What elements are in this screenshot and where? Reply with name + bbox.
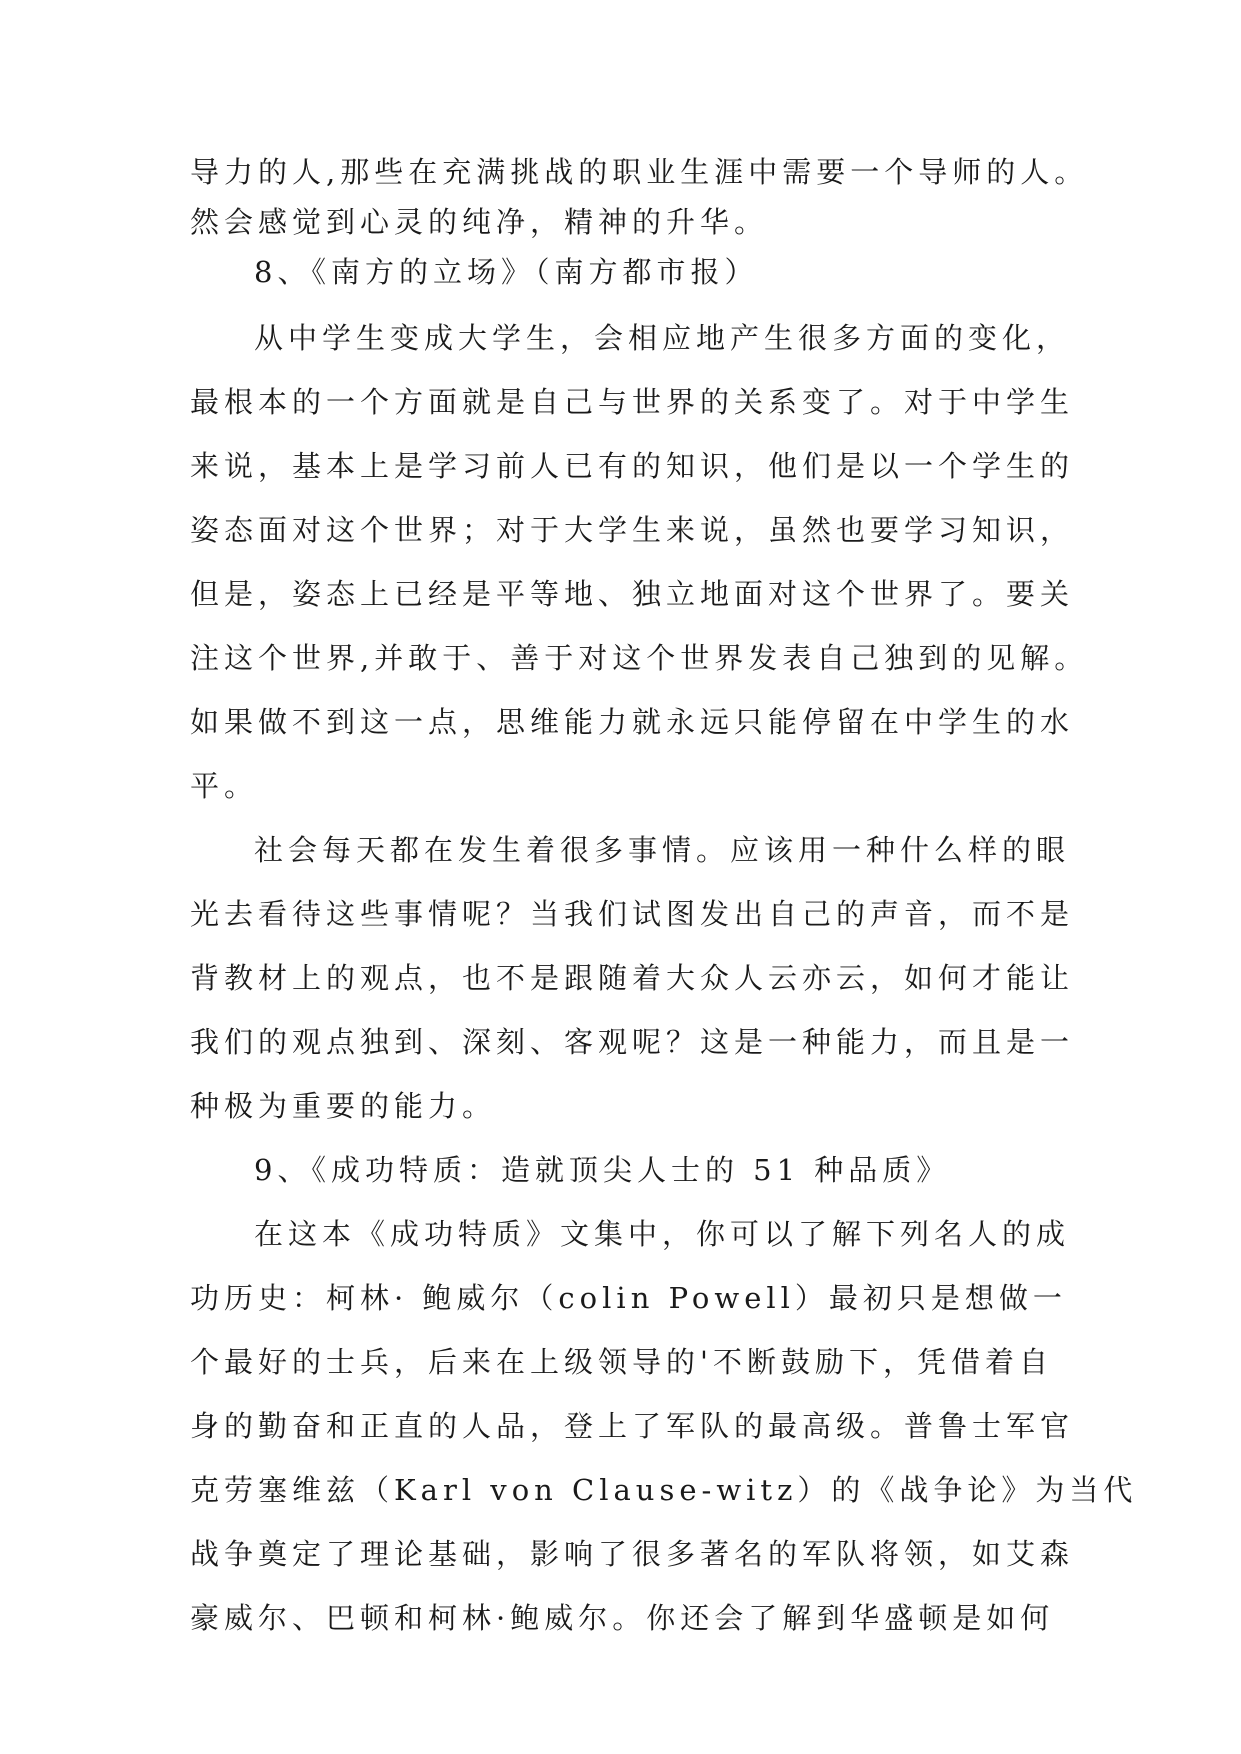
text-line: 平。 (190, 769, 259, 803)
text-line: 但是，姿态上已经是平等地、独立地面对这个世界了。要关 (190, 577, 1075, 611)
text-line: 在这本《成功特质》文集中，你可以了解下列名人的成 (254, 1217, 1071, 1251)
text-line: 注这个世界,并敢于、善于对这个世界发表自己独到的见解。 (190, 641, 1089, 675)
text-line: 如果做不到这一点，思维能力就永远只能停留在中学生的水 (190, 705, 1075, 739)
text-line: 豪威尔、巴顿和柯林·鲍威尔。你还会了解到华盛顿是如何 (190, 1601, 1055, 1635)
text-line: 种极为重要的能力。 (190, 1089, 497, 1123)
text-line: 克劳塞维兹（Karl von Clause-witz）的《战争论》为当代 (190, 1473, 1138, 1507)
text-line: 从中学生变成大学生，会相应地产生很多方面的变化， (254, 321, 1071, 355)
section-heading: 9、《成功特质：造就顶尖人士的 51 种品质》 (254, 1153, 951, 1187)
text-line: 身的勤奋和正直的人品，登上了军队的最高级。普鲁士军官 (190, 1409, 1075, 1443)
text-line: 导力的人,那些在充满挑战的职业生涯中需要一个导师的人。 (190, 155, 1089, 189)
text-line: 功历史：柯林· 鲍威尔（colin Powell）最初只是想做一 (190, 1281, 1067, 1315)
text-line: 社会每天都在发生着很多事情。应该用一种什么样的眼 (254, 833, 1071, 867)
text-line: 个最好的士兵，后来在上级领导的'不断鼓励下，凭借着自 (190, 1345, 1053, 1379)
text-line: 我们的观点独到、深刻、客观呢？这是一种能力，而且是一 (190, 1025, 1075, 1059)
section-heading: 8、《南方的立场》（南方都市报） (254, 255, 759, 289)
text-line: 然会感觉到心灵的纯净，精神的升华。 (190, 205, 769, 239)
text-line: 光去看待这些事情呢？当我们试图发出自己的声音，而不是 (190, 897, 1075, 931)
text-line: 战争奠定了理论基础，影响了很多著名的军队将领，如艾森 (190, 1537, 1075, 1571)
text-line: 来说，基本上是学习前人已有的知识，他们是以一个学生的 (190, 449, 1075, 483)
text-line: 最根本的一个方面就是自己与世界的关系变了。对于中学生 (190, 385, 1075, 419)
text-line: 背教材上的观点，也不是跟随着大众人云亦云，如何才能让 (190, 961, 1075, 995)
text-line: 姿态面对这个世界；对于大学生来说，虽然也要学习知识， (190, 513, 1075, 547)
